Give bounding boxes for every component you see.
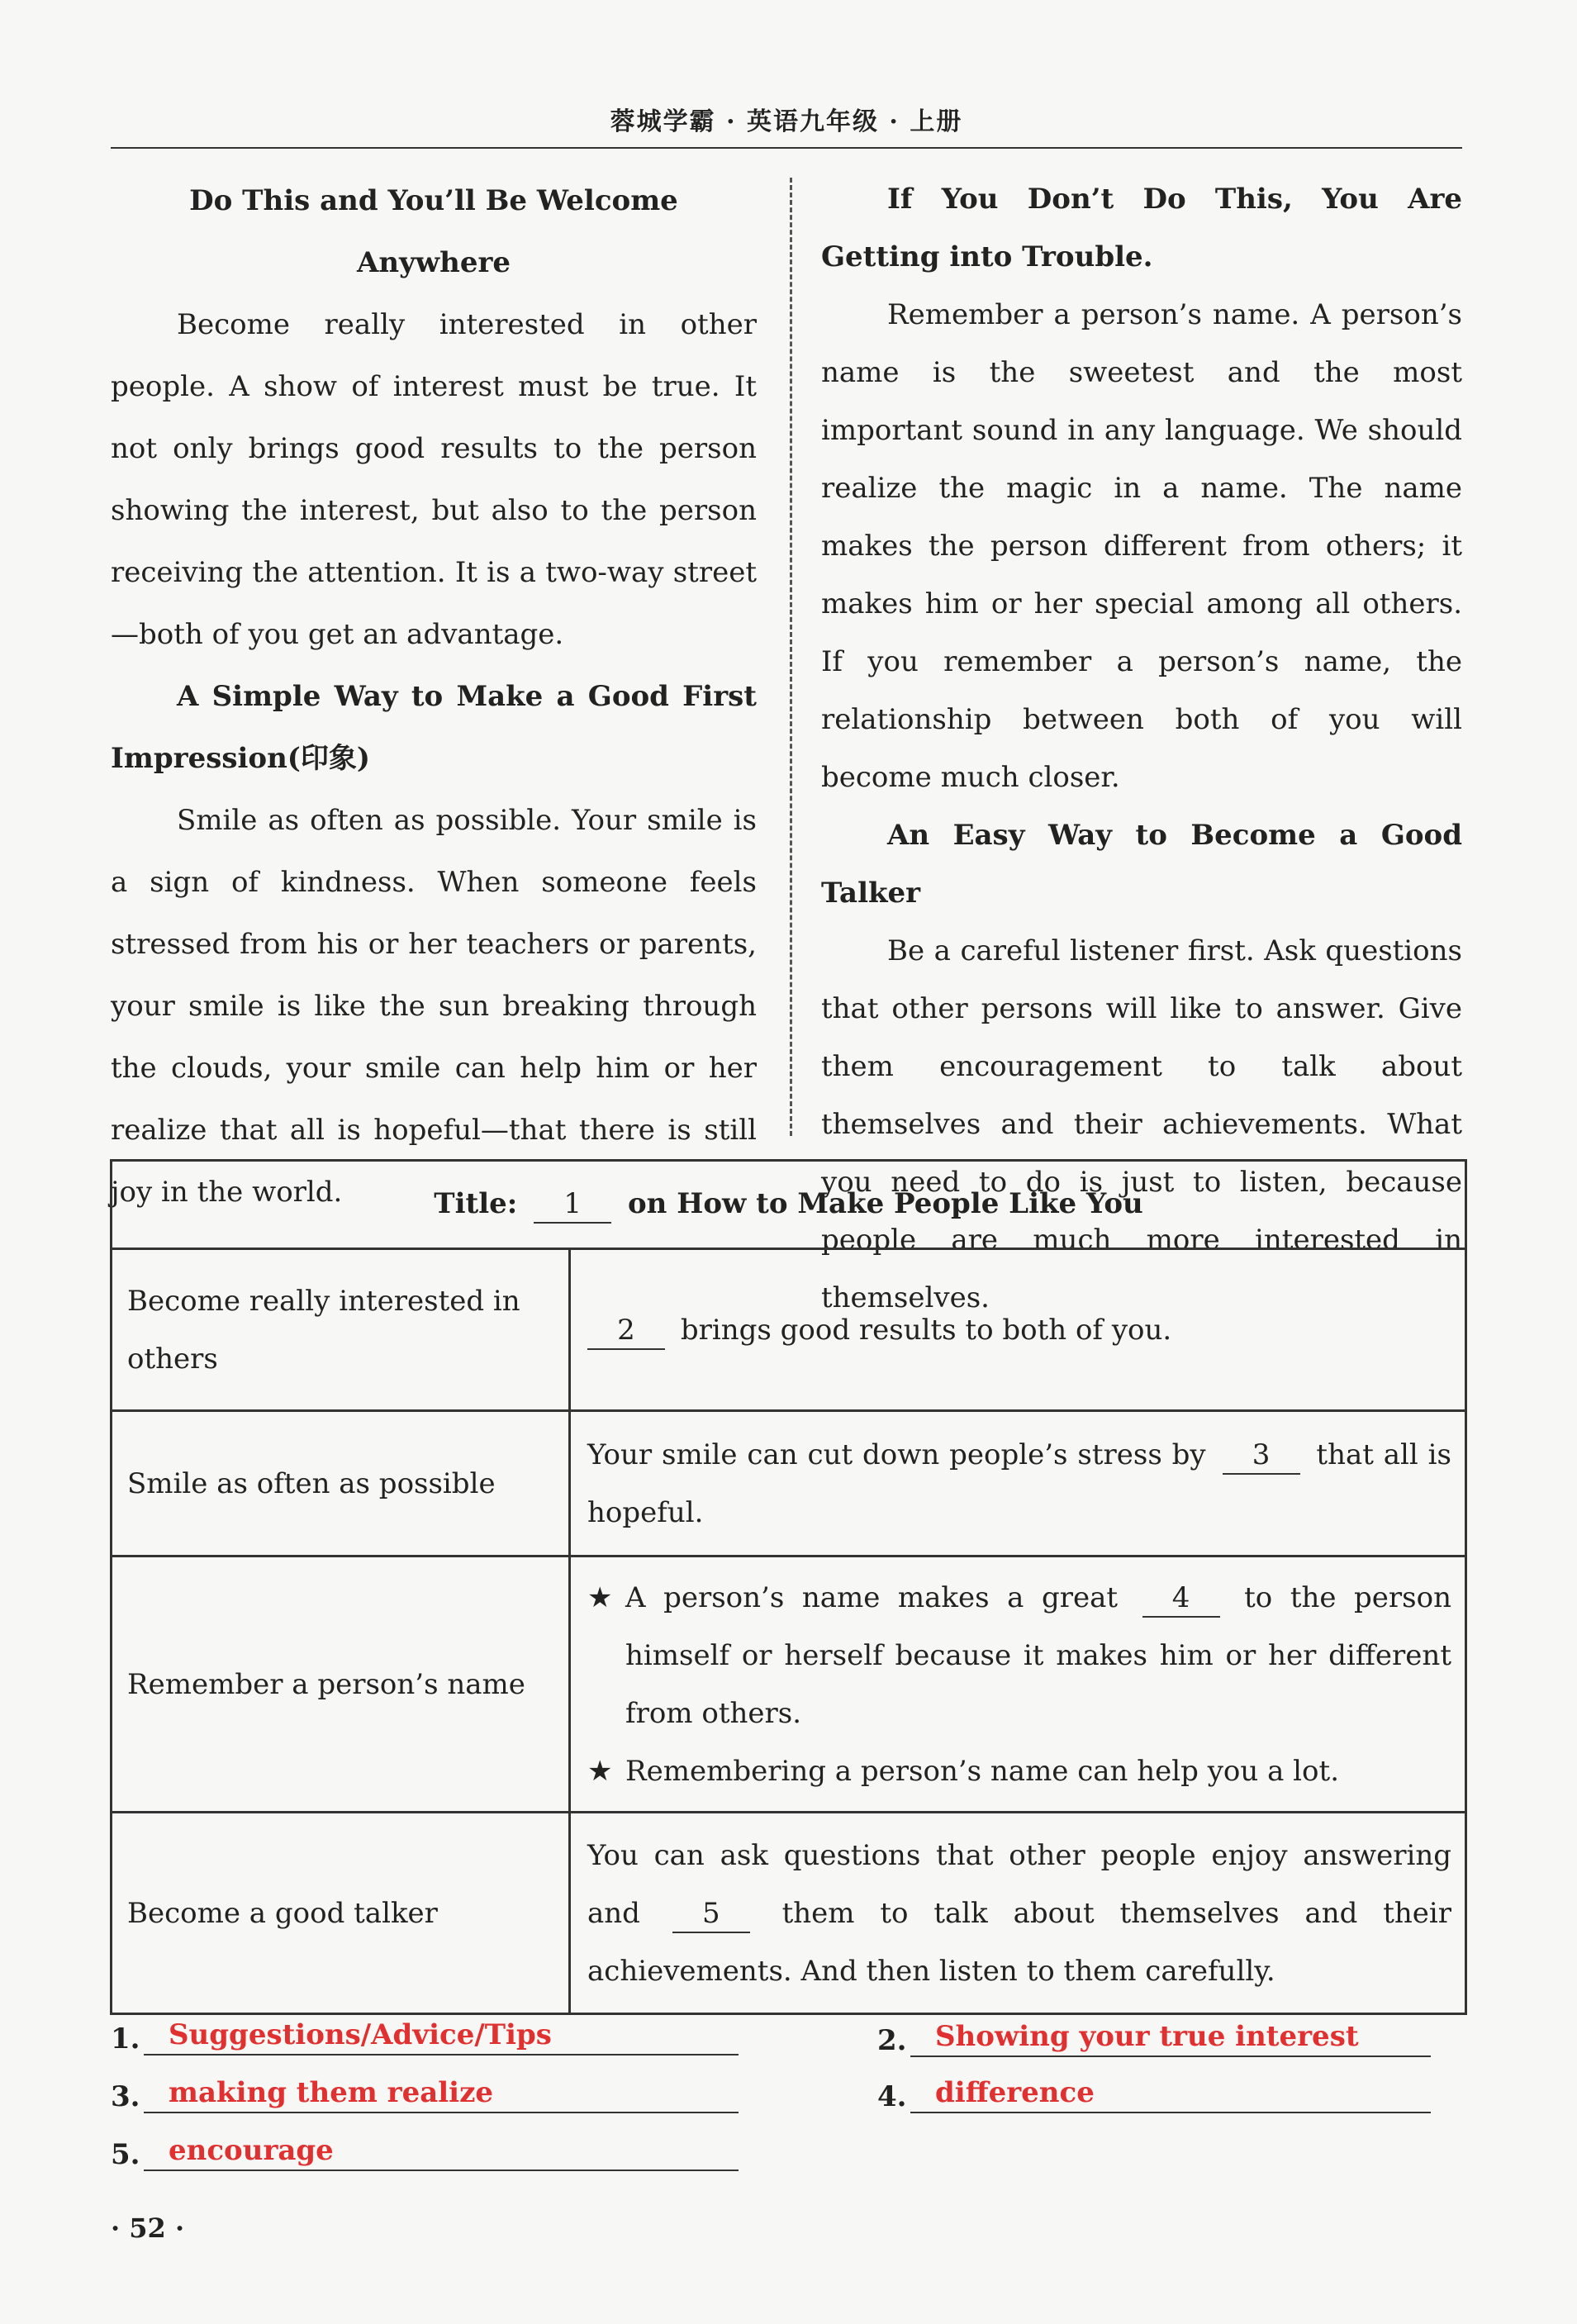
- answer-number: 3.: [111, 2080, 140, 2113]
- answer-number: 2.: [877, 2024, 907, 2057]
- row-label: Become really interested in others: [112, 1249, 570, 1411]
- answer-number: 5.: [111, 2138, 140, 2171]
- section-heading: An Easy Way to Become a Good Talker: [821, 819, 1462, 910]
- row-label: Remember a person’s name: [112, 1556, 570, 1813]
- star-icon: ★: [587, 1754, 613, 1788]
- answer-number: 4.: [877, 2080, 907, 2113]
- answer-text[interactable]: encourage: [144, 2132, 739, 2171]
- row-text: brings good results to both of you.: [680, 1313, 1172, 1347]
- star-icon: ★: [587, 1580, 613, 1614]
- row-content: [570, 1249, 1466, 1411]
- left-column: [111, 170, 757, 1224]
- paragraph: Smile as often as possible. Your smile is a sign of kindness. When someone feels stressed from his or her teachers or parents, your smile is like the sun breaking through the clouds, your smile can help him or her realize that all is hopeful—that there is still joy in the world.: [111, 804, 757, 1209]
- answer-item: [111, 2132, 739, 2171]
- answer-text[interactable]: Suggestions/Advice/Tips: [144, 2016, 739, 2055]
- answer-text[interactable]: Showing your true interest: [910, 2017, 1431, 2057]
- paragraph: Be a careful listener first. Ask questions that other persons will like to answer. Give them encouragement to talk about themselves and their achievements. What you need to do is just to listen, because people are much more interested in themselves.: [821, 934, 1462, 1314]
- answer-item: [877, 2017, 1431, 2057]
- answer-item: [877, 2074, 1431, 2113]
- answer-number: 1.: [111, 2022, 140, 2055]
- section-heading: A Simple Way to Make a Good First Impression(印象): [111, 680, 757, 775]
- table-title: [112, 1161, 1466, 1249]
- row-text: them to talk about themselves and their achievements. And then listen to them carefully.: [587, 1896, 1452, 1988]
- answer-text[interactable]: difference: [910, 2074, 1431, 2113]
- row-content: [570, 1813, 1466, 2014]
- row-label: Smile as often as possible: [112, 1411, 570, 1556]
- row-text: A person’s name makes a great: [625, 1580, 1119, 1614]
- blank-5[interactable]: 5: [672, 1895, 750, 1933]
- blank-1[interactable]: 1: [534, 1186, 611, 1224]
- blank-2[interactable]: 2: [587, 1312, 665, 1350]
- page-number: · 52 ·: [111, 2212, 185, 2244]
- row-text: Your smile can cut down people’s stress by: [587, 1438, 1206, 1471]
- page-header: 蓉城学霸 · 英语九年级 · 上册: [610, 107, 963, 136]
- row-text: to the person himself or herself because it makes him or her different from others.: [625, 1580, 1451, 1730]
- table-row: [112, 1249, 1466, 1411]
- column-divider: [790, 178, 792, 1136]
- answer-item: [111, 2074, 739, 2113]
- blank-3[interactable]: 3: [1223, 1437, 1300, 1475]
- row-label: Become a good talker: [112, 1813, 570, 2014]
- bullet-line: [587, 1569, 1451, 1742]
- header-rule: [111, 147, 1462, 149]
- title-suffix: on How to Make People Like You: [627, 1187, 1143, 1220]
- row-text: that all is hopeful.: [587, 1438, 1452, 1529]
- table-row: [112, 1411, 1466, 1556]
- summary-table: [110, 1159, 1467, 2015]
- paragraph: Become really interested in other people. A show of interest must be true. It not only brings good results to the person showing the interest, but also to the person receiving the attention. It is a two-way street—both of you get an advantage.: [111, 308, 757, 651]
- section-heading: Do This and You’ll Be Welcome Anywhere: [189, 184, 678, 279]
- row-content: [570, 1411, 1466, 1556]
- blank-4[interactable]: 4: [1142, 1580, 1220, 1618]
- bullet-line: [587, 1742, 1451, 1800]
- bullet-text: [625, 1569, 1451, 1742]
- table-title-row: [112, 1161, 1466, 1249]
- answer-text[interactable]: making them realize: [144, 2074, 739, 2113]
- section-heading: If You Don’t Do This, You Are Getting into Trouble.: [821, 183, 1462, 273]
- right-column: [821, 170, 1462, 1327]
- row-content: [570, 1556, 1466, 1813]
- title-prefix: Title:: [434, 1187, 518, 1220]
- table-row: [112, 1813, 1466, 2014]
- answer-item: [111, 2016, 739, 2055]
- bullet-text: Remembering a person’s name can help you a lot.: [625, 1754, 1339, 1788]
- paragraph: Remember a person’s name. A person’s name is the sweetest and the most important sound in any language. We should realize the magic in a name. The name makes the person different from others; it makes him or her special among all others. If you remember a person’s name, the relationship between both of you will become much closer.: [821, 298, 1462, 794]
- row-text: You can ask questions that other people enjoy answering and: [587, 1838, 1451, 1930]
- table-row: [112, 1556, 1466, 1813]
